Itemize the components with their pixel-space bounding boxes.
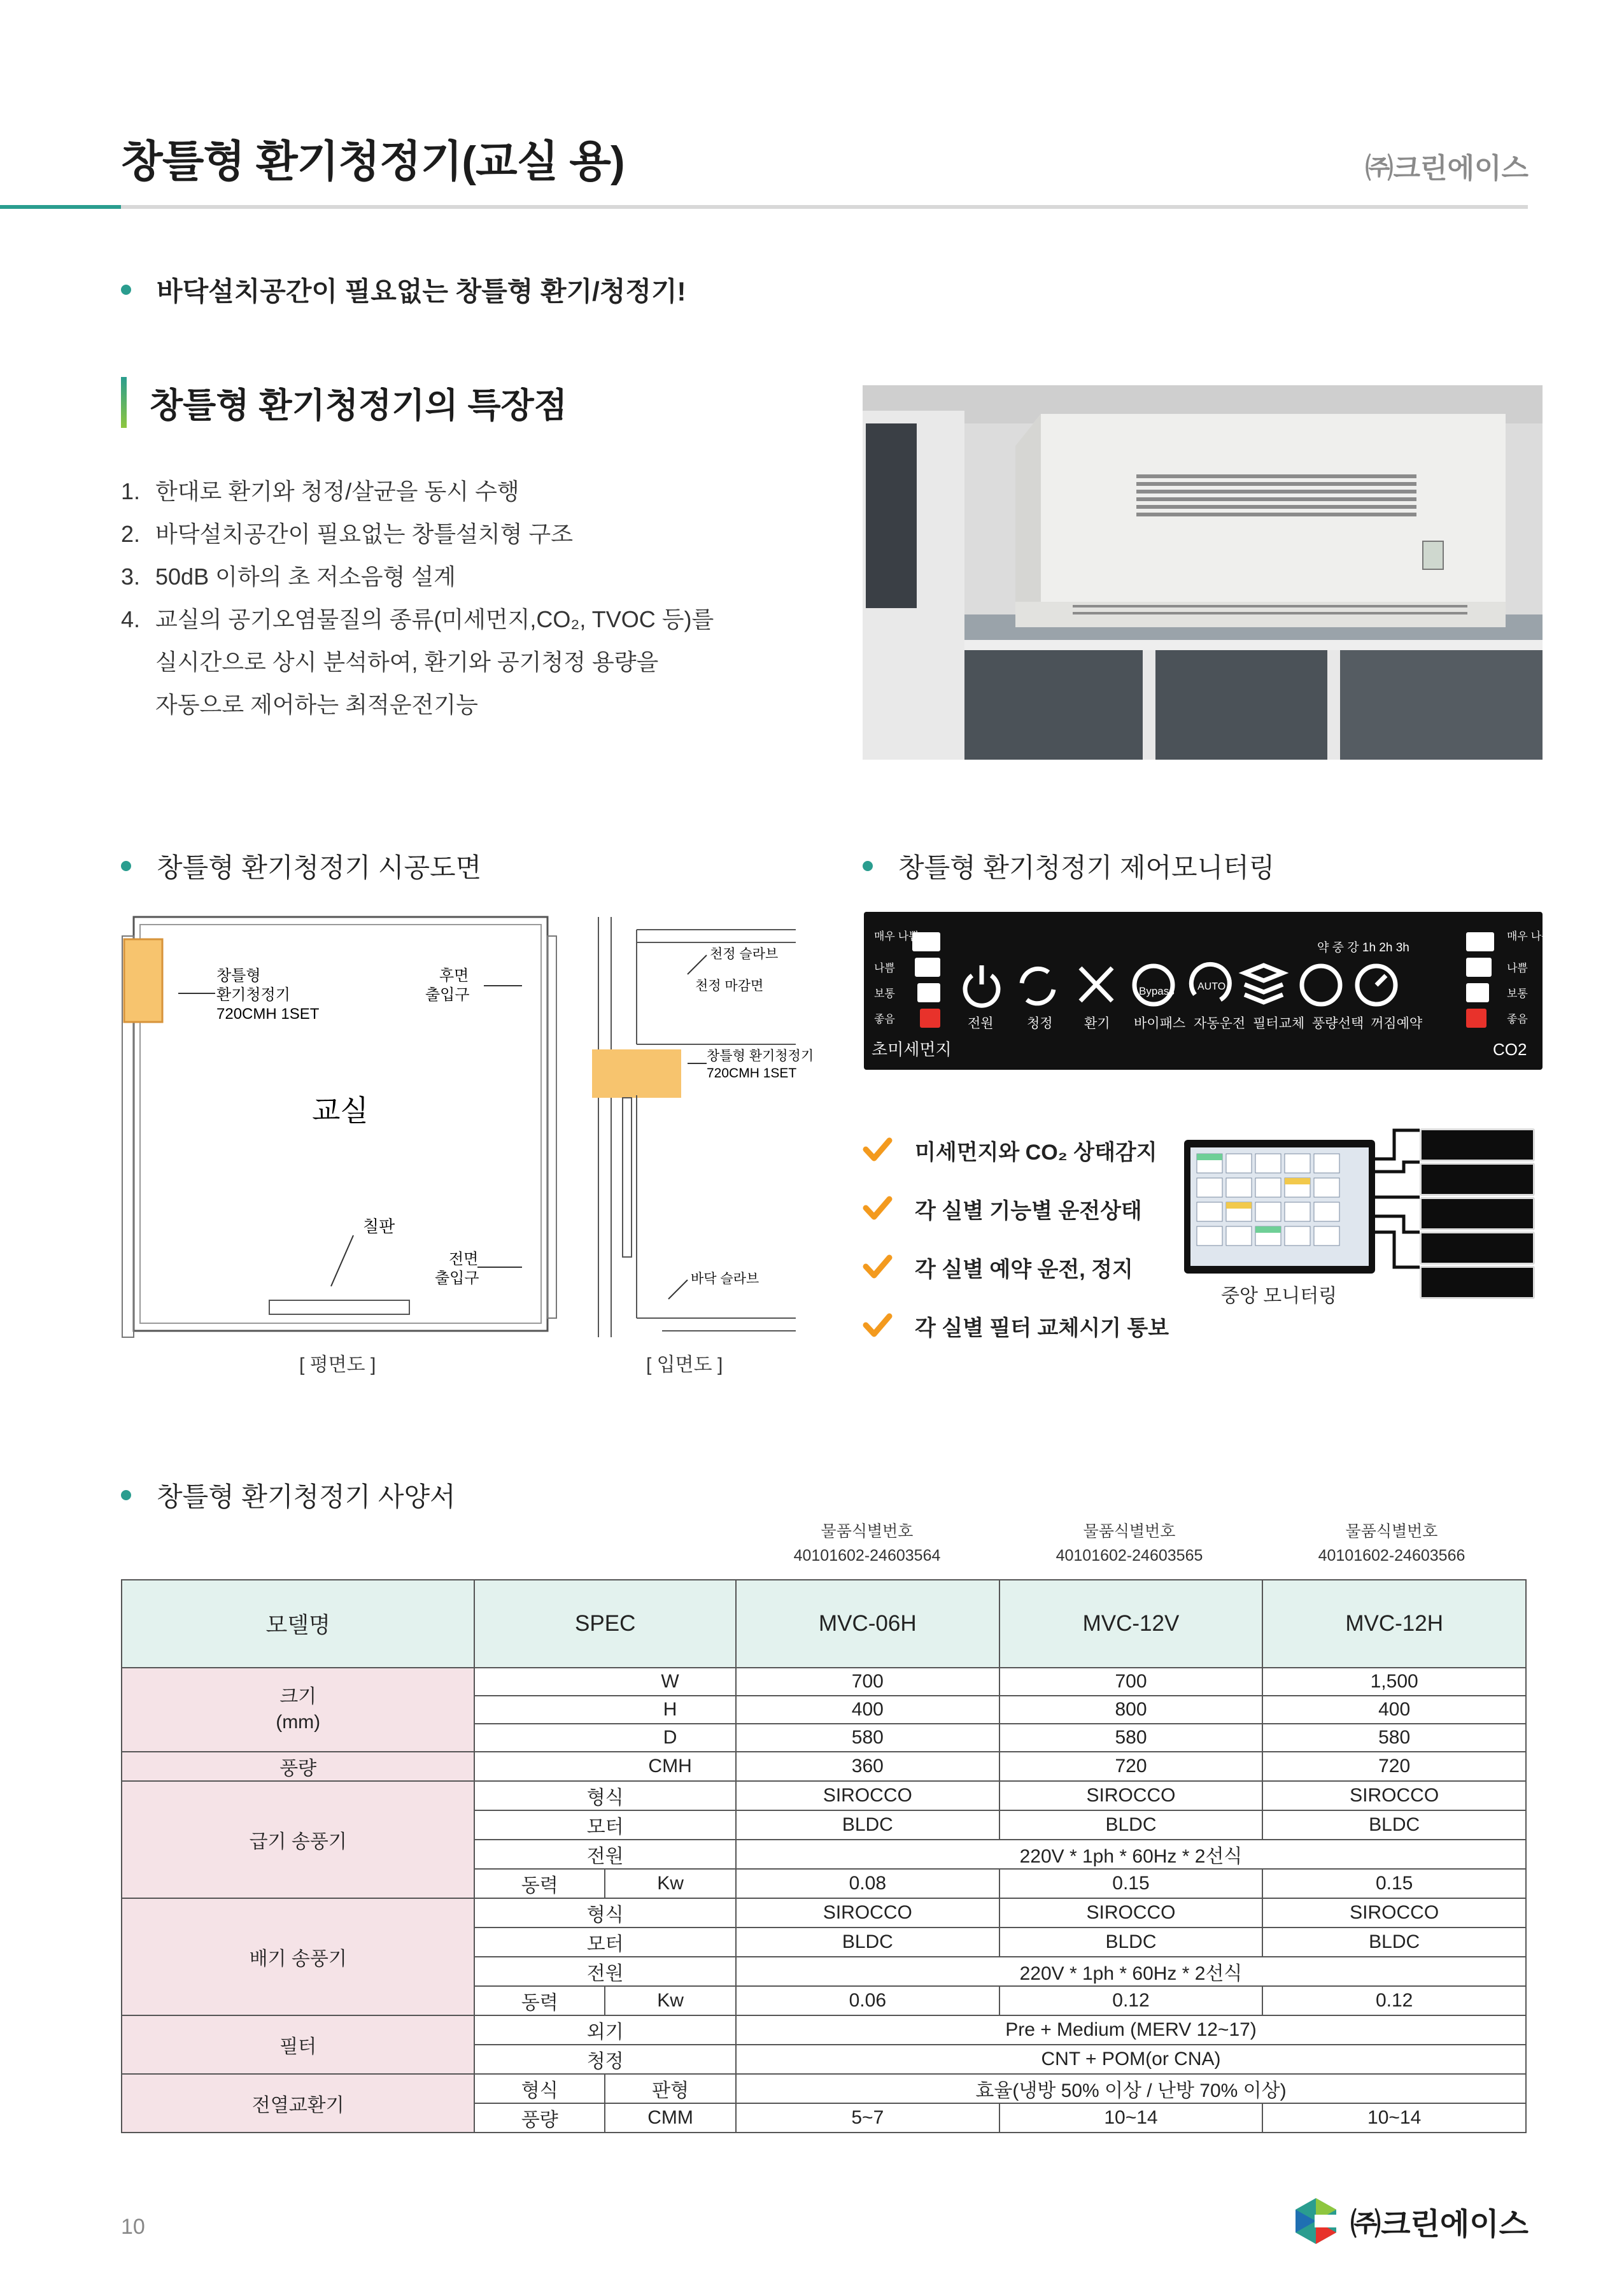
bullet-dot-icon (121, 285, 131, 295)
elevation-unit-marker (592, 1049, 681, 1098)
check-item: 각 실별 필터 교체시기 통보 (863, 1296, 1169, 1355)
check-item: 각 실별 기능별 운전상태 (863, 1179, 1169, 1238)
floor-slab-label: 바닥 슬라브 (691, 1272, 759, 1286)
svg-text:나쁨: 나쁨 (874, 962, 895, 974)
room-controller (1420, 1266, 1535, 1299)
brand-name-top: ㈜크린에이스 (1365, 153, 1529, 184)
refresh-icon (1022, 969, 1049, 983)
footer-brand (1290, 2196, 1529, 2247)
svg-text:출입구: 출입구 (425, 986, 470, 1004)
right-level-indicator (1466, 1009, 1486, 1028)
svg-text:720CMH 1SET: 720CMH 1SET (707, 1066, 797, 1081)
intro-text: 바닥설치공간이 필요없는 창틀형 환기/청정기! (157, 276, 686, 306)
svg-text:풍량선택: 풍량선택 (1312, 1016, 1364, 1031)
plan-caption: [ 평면도 ] (299, 1354, 376, 1375)
list-item: 3. 50dB 이하의 초 저소음형 설계 (121, 564, 456, 590)
elevation-view (592, 917, 814, 1337)
table-row: 동력 Kw 0.08 0.15 0.15 (122, 1869, 1526, 1898)
product-photo (863, 385, 1543, 760)
check-item: 미세먼지와 CO₂ 상태감지 (863, 1121, 1169, 1179)
list-item: 2. 바닥설치공간이 필요없는 창틀설치형 구조 (121, 521, 573, 547)
table-row: 크기 (mm) W 700 700 1,500 (122, 1668, 1526, 1696)
room-label: 교실 (312, 1094, 369, 1127)
monitoring-heading (863, 847, 1274, 885)
header-divider-accent (0, 205, 121, 209)
filter-icon (1245, 965, 1283, 981)
svg-text:Bypass: Bypass (1139, 985, 1175, 997)
svg-text:좋음: 좋음 (1507, 1013, 1528, 1025)
room-controller (1420, 1197, 1535, 1230)
svg-text:출입구: 출입구 (435, 1270, 479, 1287)
table-row: 전열교환기 형식 판형 효율(냉방 50% 이상 / 난방 70% 이상) (122, 2074, 1526, 2103)
table-row: 풍량 CMM 5~7 10~14 10~14 (122, 2103, 1526, 2133)
svg-text:보통: 보통 (874, 988, 895, 1000)
heading-bar (121, 377, 127, 428)
svg-text:매우 나쁨: 매우 나쁨 (1507, 930, 1552, 942)
plan-unit-label: 창틀형 (216, 967, 261, 984)
left-level-indicator (920, 1009, 940, 1028)
elevation-caption: [ 입면도 ] (646, 1354, 723, 1375)
central-monitor-label: 중앙 모니터링 (1221, 1286, 1338, 1307)
features-heading (121, 377, 567, 428)
svg-text:환기: 환기 (1084, 1016, 1110, 1031)
btn-label: 전원 (968, 1016, 994, 1031)
checkmark-icon (863, 1253, 892, 1282)
features-title: 창틀형 환기청정기의 특장점 (150, 386, 567, 425)
list-item: 1. 한대로 환기와 청정/살균을 동시 수행 (121, 478, 519, 504)
table-row: 모터 BLDC BLDC BLDC (122, 1928, 1526, 1957)
product-code: 물품식별번호 40101602-24603564 (793, 1523, 941, 1565)
table-row: 동력 Kw 0.06 0.12 0.12 (122, 1986, 1526, 2015)
table-row: 전원 220V * 1ph * 60Hz * 2선식 (122, 1840, 1526, 1869)
svg-text:필터교체: 필터교체 (1253, 1016, 1305, 1031)
construction-title: 창틀형 환기청정기 시공도면 (157, 853, 482, 883)
table-row: 배기 송풍기 형식 SIROCCO SIROCCO SIROCCO (122, 1898, 1526, 1928)
plan-view (122, 917, 556, 1337)
svg-text:AUTO: AUTO (1197, 981, 1226, 992)
plan-unit-marker (124, 939, 162, 1022)
svg-text:바이패스: 바이패스 (1134, 1016, 1186, 1031)
bullet-dot-icon (863, 861, 873, 871)
list-item-continued: 자동으로 제어하는 최적운전기능 (155, 692, 478, 718)
bullet-dot-icon (121, 1490, 131, 1500)
table-row: H 400 800 400 (122, 1696, 1526, 1724)
svg-text:나쁨: 나쁨 (1507, 962, 1528, 974)
features-list (121, 470, 714, 726)
spec-title: 창틀형 환기청정기 사양서 (157, 1482, 456, 1512)
svg-text:720CMH 1SET: 720CMH 1SET (216, 1005, 320, 1023)
construction-heading (121, 847, 481, 885)
product-code: 물품식별번호 40101602-24603566 (1318, 1523, 1465, 1565)
monitoring-title: 창틀형 환기청정기 제어모니터링 (898, 853, 1275, 883)
brand-logo-icon (1290, 2196, 1341, 2247)
checkmark-icon (863, 1135, 892, 1165)
panel-left-label: 초미세먼지 (872, 1040, 952, 1059)
table-row: 필터 외기 Pre + Medium (MERV 12~17) (122, 2015, 1526, 2045)
table-row: 청정 CNT + POM(or CNA) (122, 2045, 1526, 2074)
table-row: 급기 송풍기 형식 SIROCCO SIROCCO SIROCCO (122, 1781, 1526, 1810)
bullet-dot-icon (121, 861, 131, 871)
page-title: 창틀형 환기청정기(교실 용) (121, 138, 625, 186)
spec-heading (121, 1476, 456, 1514)
table-row: 전원 220V * 1ph * 60Hz * 2선식 (122, 1957, 1526, 1986)
intro-bullet (121, 271, 686, 309)
table-row: 풍량 CMH 360 720 720 (122, 1752, 1526, 1781)
svg-text:좋음: 좋음 (874, 1013, 895, 1025)
svg-text:자동운전: 자동운전 (1194, 1016, 1246, 1031)
header-divider (0, 205, 1528, 209)
control-panel (864, 912, 1552, 1070)
table-row: D 580 580 580 (122, 1724, 1526, 1752)
product-codes (736, 1519, 1523, 1568)
list-item-continued: 실시간으로 상시 분석하여, 환기와 공기청정 용량을 (155, 649, 659, 675)
room-controller (1420, 1128, 1535, 1161)
panel-right-label: CO2 (1493, 1040, 1527, 1059)
product-code: 물품식별번호 40101602-24603565 (1056, 1523, 1203, 1565)
rear-door-label: 후면 (439, 967, 469, 984)
svg-text:환기청정기: 환기청정기 (216, 986, 290, 1004)
page-number: 10 (121, 2215, 145, 2239)
checkmark-icon (863, 1311, 892, 1340)
central-monitor-screen (1184, 1140, 1375, 1274)
list-item: 4. 교실의 공기오염물질의 종류(미세먼지,CO₂, TVOC 등)를 (121, 606, 714, 632)
checkmark-icon (863, 1194, 892, 1223)
svg-text:보통: 보통 (1507, 988, 1528, 1000)
timer-labels: 약 중 강 1h 2h 3h (1317, 941, 1409, 955)
room-controller (1420, 1232, 1535, 1265)
elevation-unit-label: 창틀형 환기청정기 (707, 1049, 814, 1063)
board-label: 칠판 (363, 1217, 395, 1236)
table-header-row: 모델명 SPEC MVC-06H MVC-12V MVC-12H (122, 1580, 1526, 1668)
monitoring-checklist (863, 1121, 1169, 1355)
footer-brand-name: ㈜크린에이스 (1350, 2207, 1529, 2241)
svg-text:꺼짐예약: 꺼짐예약 (1371, 1016, 1423, 1031)
spec-table (121, 1579, 1527, 2133)
svg-text:매우 나쁨: 매우 나쁨 (874, 930, 919, 942)
fan-icon (1302, 966, 1340, 1004)
check-item: 각 실별 예약 운전, 정지 (863, 1238, 1169, 1296)
table-row: 모터 BLDC BLDC BLDC (122, 1810, 1526, 1840)
ceiling-finish-label: 천정 마감면 (695, 979, 764, 993)
front-door-label: 전면 (449, 1251, 479, 1268)
ceiling-slab-label: 천정 슬라브 (710, 947, 779, 962)
svg-text:청정: 청정 (1027, 1016, 1053, 1031)
room-controller (1420, 1163, 1535, 1196)
construction-drawings (121, 911, 814, 1356)
